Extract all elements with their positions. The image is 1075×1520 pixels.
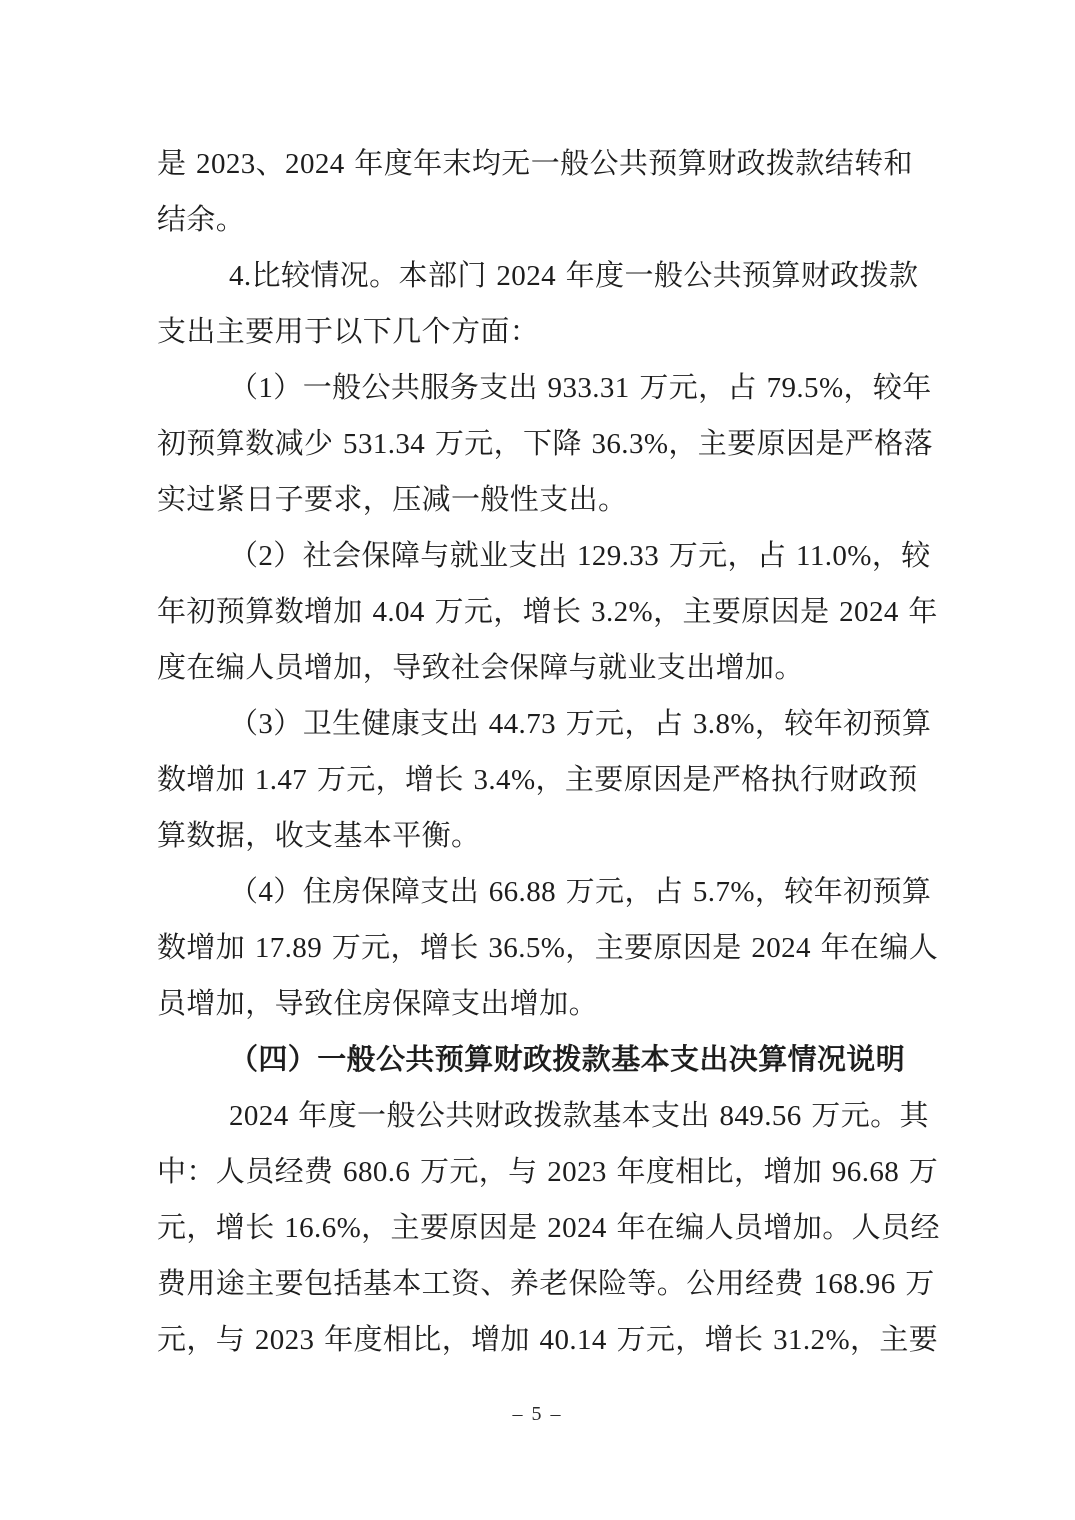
text-line: 实过紧日子要求，压减一般性支出。 xyxy=(157,484,628,516)
section-heading: （四）一般公共预算财政拨款基本支出决算情况说明 xyxy=(229,1044,906,1076)
text-line: 度在编人员增加，导致社会保障与就业支出增加。 xyxy=(157,652,804,684)
text-line: 中：人员经费 680.6 万元，与 2023 年度相比，增加 96.68 万 xyxy=(157,1156,939,1188)
text-line: 费用途主要包括基本工资、养老保险等。公用经费 168.96 万 xyxy=(157,1268,935,1300)
text-line: 元，增长 16.6%，主要原因是 2024 年在编人员增加。人员经 xyxy=(157,1212,940,1244)
text-line: 结余。 xyxy=(157,204,246,236)
text-line: 支出主要用于以下几个方面： xyxy=(157,316,540,348)
text-line: （4）住房保障支出 66.88 万元，占 5.7%，较年初预算 xyxy=(229,876,932,908)
text-line: 4.比较情况。本部门 2024 年度一般公共预算财政拨款 xyxy=(229,260,919,292)
text-line: 2024 年度一般公共财政拨款基本支出 849.56 万元。其 xyxy=(229,1100,929,1132)
text-line: 初预算数减少 531.34 万元，下降 36.3%，主要原因是严格落 xyxy=(157,428,934,460)
text-line: （3）卫生健康支出 44.73 万元，占 3.8%，较年初预算 xyxy=(229,708,932,740)
text-line: （2）社会保障与就业支出 129.33 万元，占 11.0%，较 xyxy=(229,540,931,572)
text-line: 年初预算数增加 4.04 万元，增长 3.2%，主要原因是 2024 年 xyxy=(157,596,938,628)
document-body xyxy=(157,136,1017,1368)
text-line: 元，与 2023 年度相比，增加 40.14 万元，增长 31.2%，主要 xyxy=(157,1324,939,1356)
text-line: 是 2023、2024 年度年末均无一般公共预算财政拨款结转和 xyxy=(157,148,913,180)
text-line: 算数据，收支基本平衡。 xyxy=(157,820,481,852)
page-number: – 5 – xyxy=(512,1403,563,1425)
text-line: （1）一般公共服务支出 933.31 万元，占 79.5%，较年 xyxy=(229,372,932,404)
text-line: 数增加 1.47 万元，增长 3.4%，主要原因是严格执行财政预 xyxy=(157,764,918,796)
text-line: 数增加 17.89 万元，增长 36.5%，主要原因是 2024 年在编人 xyxy=(157,932,939,964)
text-line: 员增加，导致住房保障支出增加。 xyxy=(157,988,599,1020)
